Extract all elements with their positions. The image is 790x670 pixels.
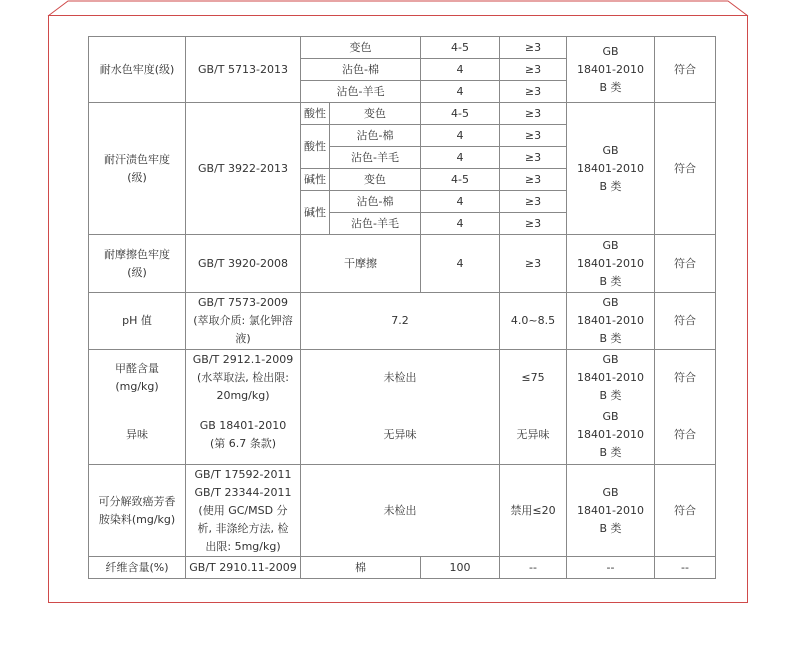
standard-cell: GB 18401-2010 B 类 <box>567 235 655 293</box>
value-cell: 4 <box>421 147 500 169</box>
value-cell: 100 <box>421 557 500 579</box>
standard-cell: GB 18401-2010 B 类 <box>567 350 655 407</box>
requirement-cell: ≥3 <box>500 147 567 169</box>
table-row <box>89 293 716 350</box>
result-cell: 符合 <box>655 103 716 235</box>
test-results-table <box>88 36 716 579</box>
result-cell: 符合 <box>655 235 716 293</box>
value-cell: 4 <box>421 59 500 81</box>
value-cell: 无异味 <box>301 407 500 465</box>
item-cell: 耐水色牢度(级) <box>89 37 186 103</box>
requirement-cell: ≥3 <box>500 235 567 293</box>
requirement-cell: ≥3 <box>500 213 567 235</box>
value-cell: 4 <box>421 81 500 103</box>
method-cell: GB/T 7573-2009 (萃取介质: 氯化钾溶 液) <box>186 293 301 350</box>
result-cell: 符合 <box>655 350 716 407</box>
standard-cell: GB 18401-2010 B 类 <box>567 293 655 350</box>
test-label: 变色 <box>330 169 421 191</box>
table-row <box>89 407 716 465</box>
value-cell: 7.2 <box>301 293 500 350</box>
method-cell: GB/T 2910.11-2009 <box>186 557 301 579</box>
table-row <box>89 103 716 125</box>
method-cell: GB/T 3920-2008 <box>186 235 301 293</box>
requirement-cell: 禁用≤20 <box>500 465 567 557</box>
item-cell: 异味 <box>89 407 186 465</box>
table-row <box>89 465 716 557</box>
result-cell: -- <box>655 557 716 579</box>
requirement-cell: 无异味 <box>500 407 567 465</box>
standard-cell: GB 18401-2010 B 类 <box>567 407 655 465</box>
test-label: 沾色-棉 <box>301 59 421 81</box>
result-cell: 符合 <box>655 37 716 103</box>
method-cell: GB/T 5713-2013 <box>186 37 301 103</box>
value-cell: 未检出 <box>301 350 500 407</box>
test-label: 棉 <box>301 557 421 579</box>
test-label: 干摩擦 <box>301 235 421 293</box>
result-cell: 符合 <box>655 407 716 465</box>
requirement-cell: -- <box>500 557 567 579</box>
test-label: 变色 <box>330 103 421 125</box>
item-cell: 可分解致癌芳香 胺染料(mg/kg) <box>89 465 186 557</box>
table-row <box>89 350 716 407</box>
standard-cell: GB 18401-2010 B 类 <box>567 37 655 103</box>
value-cell: 4 <box>421 191 500 213</box>
requirement-cell: ≥3 <box>500 103 567 125</box>
value-cell: 4-5 <box>421 103 500 125</box>
requirement-cell: ≥3 <box>500 191 567 213</box>
value-cell: 4 <box>421 125 500 147</box>
requirement-cell: ≥3 <box>500 169 567 191</box>
value-cell: 4 <box>421 213 500 235</box>
method-cell: GB/T 17592-2011 GB/T 23344-2011 (使用 GC/MSD 分 析, 非涤纶方法, 检 出限: 5mg/kg) <box>186 465 301 557</box>
requirement-cell: ≥3 <box>500 59 567 81</box>
requirement-cell: ≥3 <box>500 37 567 59</box>
test-label: 沾色-羊毛 <box>301 81 421 103</box>
item-cell: pH 值 <box>89 293 186 350</box>
requirement-cell: ≥3 <box>500 125 567 147</box>
table-row <box>89 37 716 59</box>
condition-cell: 酸性 <box>301 103 330 125</box>
test-label: 沾色-棉 <box>330 191 421 213</box>
requirement-cell: ≤75 <box>500 350 567 407</box>
test-label: 沾色-棉 <box>330 125 421 147</box>
value-cell: 4 <box>421 235 500 293</box>
item-cell: 耐摩擦色牢度 (级) <box>89 235 186 293</box>
value-cell: 4-5 <box>421 37 500 59</box>
table-row <box>89 557 716 579</box>
table-row <box>89 235 716 293</box>
test-label: 沾色-羊毛 <box>330 213 421 235</box>
standard-cell: GB 18401-2010 B 类 <box>567 465 655 557</box>
standard-cell: -- <box>567 557 655 579</box>
value-cell: 未检出 <box>301 465 500 557</box>
condition-cell: 酸性 <box>301 125 330 169</box>
condition-cell: 碱性 <box>301 191 330 235</box>
item-cell: 甲醛含量 (mg/kg) <box>89 350 186 407</box>
value-cell: 4-5 <box>421 169 500 191</box>
standard-cell: GB 18401-2010 B 类 <box>567 103 655 235</box>
result-cell: 符合 <box>655 465 716 557</box>
requirement-cell: 4.0~8.5 <box>500 293 567 350</box>
item-cell: 耐汗渍色牢度 (级) <box>89 103 186 235</box>
method-cell: GB/T 2912.1-2009 (水萃取法, 检出限: 20mg/kg) <box>186 350 301 407</box>
method-cell: GB/T 3922-2013 <box>186 103 301 235</box>
result-cell: 符合 <box>655 293 716 350</box>
method-cell: GB 18401-2010 (第 6.7 条款) <box>186 407 301 465</box>
requirement-cell: ≥3 <box>500 81 567 103</box>
item-cell: 纤维含量(%) <box>89 557 186 579</box>
condition-cell: 碱性 <box>301 169 330 191</box>
test-label: 沾色-羊毛 <box>330 147 421 169</box>
test-label: 变色 <box>301 37 421 59</box>
